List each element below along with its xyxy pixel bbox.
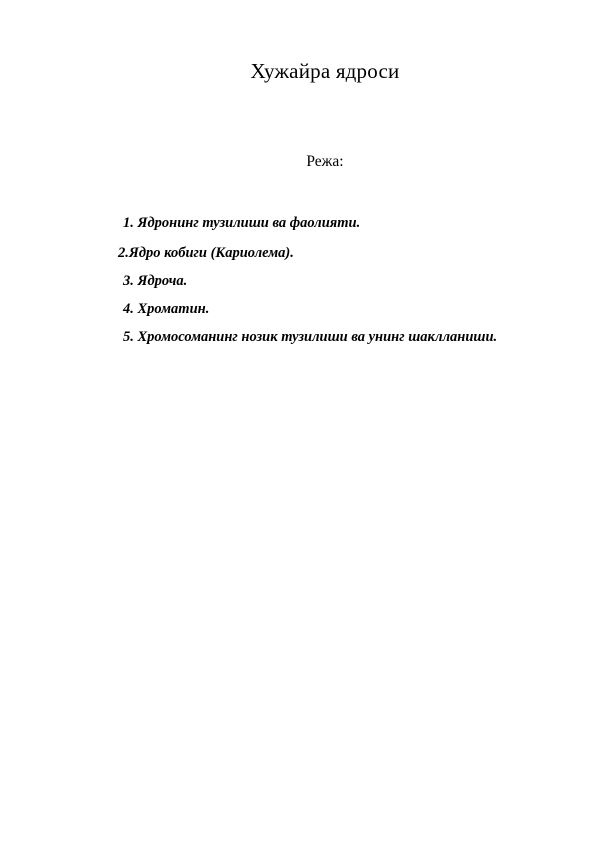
plan-item-chromosome-structure: 5. Хромосоманинг нозик тузилиши ва унинг шаклланиши. bbox=[123, 329, 498, 345]
plan-item-nucleolus: 3. Ядроча. bbox=[123, 273, 188, 289]
plan-item-chromatin: 4. Хроматин. bbox=[123, 301, 210, 317]
plan-item-nuclear-envelope: 2.Ядро кобиги (Кариолема). bbox=[118, 245, 294, 261]
plan-item-nucleus-structure: 1. Ядронинг тузилиши ва фаолияти. bbox=[123, 215, 361, 231]
document-title: Хужайра ядроси bbox=[250, 59, 400, 83]
plan-heading: Режа: bbox=[306, 153, 344, 170]
